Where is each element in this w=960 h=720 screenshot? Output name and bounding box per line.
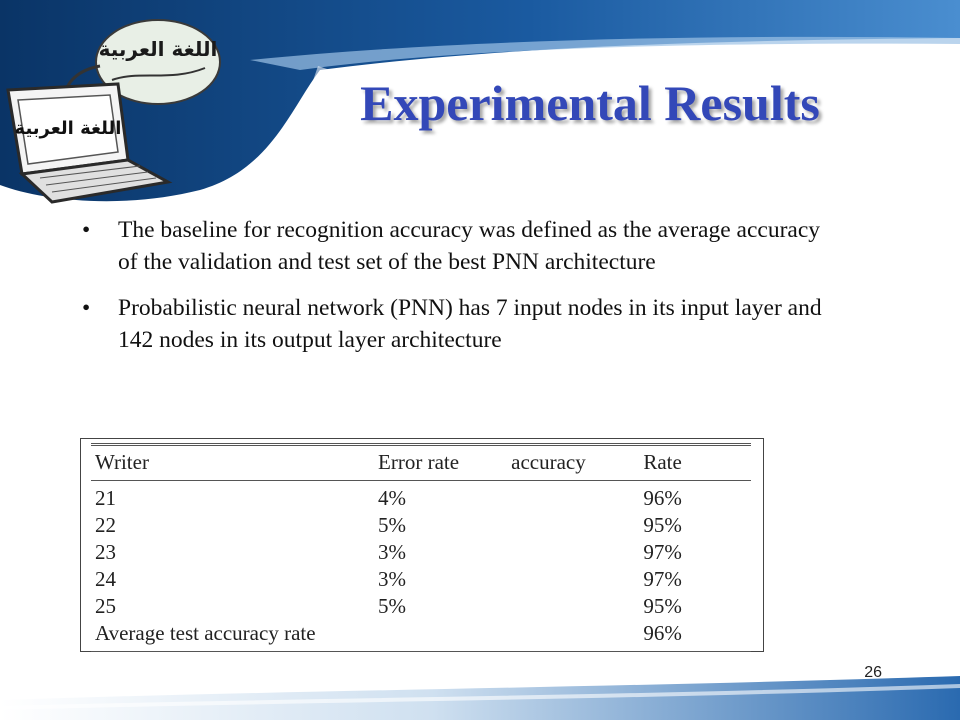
cell-writer: 21 — [95, 486, 116, 510]
cell-rate: 96% — [639, 620, 751, 652]
cell-rate: 97% — [643, 567, 682, 591]
header-accuracy: accuracy — [507, 445, 639, 481]
cell-rate: 97% — [643, 540, 682, 564]
header-error-rate: Error rate — [374, 445, 507, 481]
cell-error-rate: 3% — [378, 567, 407, 591]
cell-accuracy — [507, 566, 639, 593]
table-row — [91, 539, 751, 566]
cell-accuracy — [507, 593, 639, 620]
logo-oval-text: اللغة العربية — [98, 37, 218, 61]
cell-rate: 96% — [643, 486, 682, 510]
results-table-image — [80, 438, 764, 652]
bullet-text: The baseline for recognition accuracy was defined as the average accuracy of the validation and test set of the best PNN architecture — [118, 217, 821, 275]
table-row — [91, 593, 751, 620]
table-row — [91, 566, 751, 593]
cell-error-rate: 3% — [378, 540, 407, 564]
table-row-average — [91, 620, 751, 652]
table-row — [91, 481, 751, 513]
page-number: 26 — [864, 664, 882, 681]
cell-accuracy — [507, 620, 639, 652]
cell-accuracy — [507, 481, 639, 513]
cell-writer: 23 — [95, 540, 116, 564]
cell-writer: 24 — [95, 567, 116, 591]
results-table — [91, 443, 751, 652]
table-header-row — [91, 445, 751, 481]
header-writer: Writer — [91, 445, 374, 481]
bullet-marker: • — [82, 295, 91, 321]
bullet-marker: • — [82, 217, 91, 243]
bullet-list — [82, 214, 842, 370]
cell-accuracy — [507, 539, 639, 566]
cell-rate: 95% — [643, 513, 682, 537]
cell-error-rate: 4% — [378, 486, 407, 510]
logo-screen-text: اللغة العربية — [14, 118, 122, 139]
bullet-text: Probabilistic neural network (PNN) has 7 input nodes in its input layer and 142 nodes in its output layer architecture — [118, 295, 822, 353]
slide-title: Experimental Results — [360, 75, 820, 131]
cell-error-rate: 5% — [378, 594, 407, 618]
bullet-item — [82, 292, 842, 356]
cell-error-rate — [374, 620, 507, 652]
cell-writer: 22 — [95, 513, 116, 537]
cell-writer: Average test accuracy rate — [91, 620, 374, 652]
arabic-laptop-logo — [0, 10, 240, 210]
cell-accuracy — [507, 512, 639, 539]
cell-error-rate: 5% — [378, 513, 407, 537]
header-rate: Rate — [639, 445, 751, 481]
cell-rate: 95% — [643, 594, 682, 618]
cell-writer: 25 — [95, 594, 116, 618]
table-row — [91, 512, 751, 539]
bullet-item — [82, 214, 842, 278]
